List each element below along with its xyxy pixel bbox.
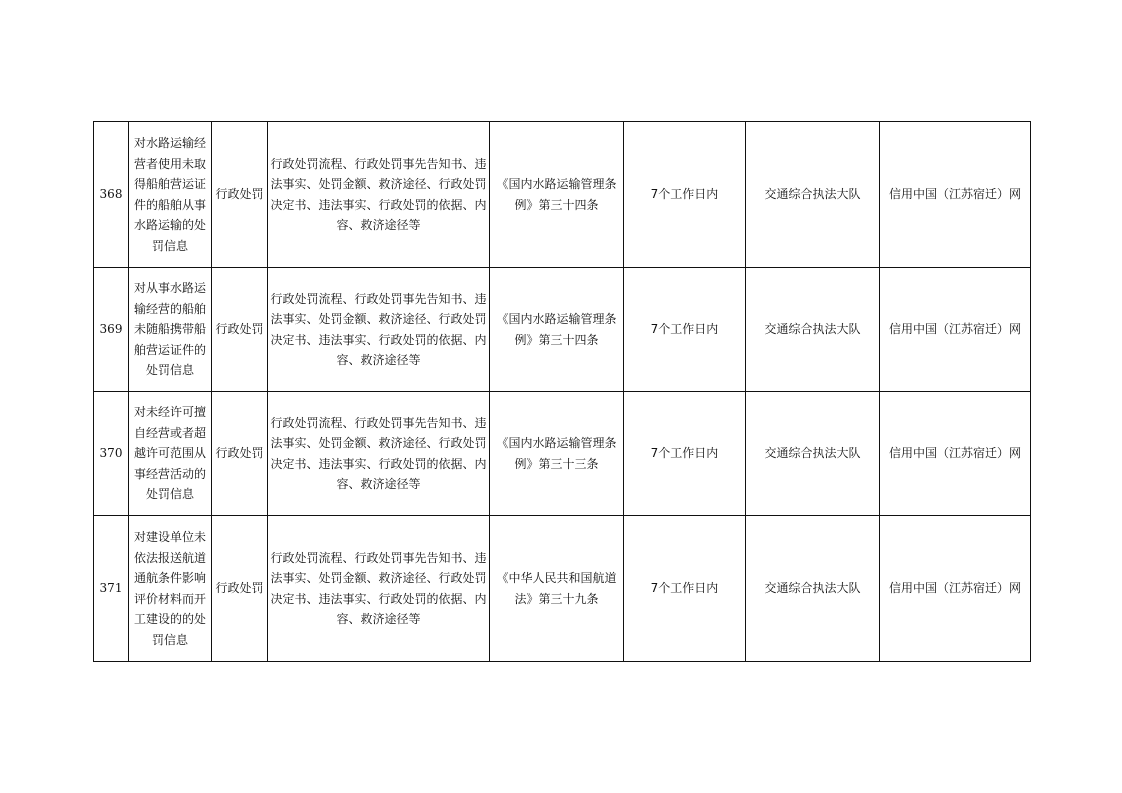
table-row — [94, 122, 1031, 268]
table-row — [94, 516, 1031, 662]
legal-basis: 《国内水路运输管理条例》第三十三条 — [490, 392, 624, 516]
legal-basis: 《中华人民共和国航道法》第三十九条 — [490, 516, 624, 662]
disclosure-period: 7个工作日内 — [624, 268, 746, 392]
disclosure-table — [93, 121, 1031, 662]
item-category: 行政处罚 — [212, 392, 268, 516]
disclosure-channel: 信用中国（江苏宿迁）网 — [880, 268, 1031, 392]
table-row — [94, 392, 1031, 516]
item-category: 行政处罚 — [212, 122, 268, 268]
row-number: 369 — [94, 268, 129, 392]
disclosure-content: 行政处罚流程、行政处罚事先告知书、违法事实、处罚金额、救济途径、行政处罚决定书、违法事实、行政处罚的依据、内容、救济途径等 — [268, 122, 490, 268]
legal-basis: 《国内水路运输管理条例》第三十四条 — [490, 268, 624, 392]
table-row — [94, 268, 1031, 392]
item-name: 对从事水路运输经营的船舶未随船携带船舶营运证件的处罚信息 — [129, 268, 212, 392]
item-category: 行政处罚 — [212, 516, 268, 662]
disclosure-channel: 信用中国（江苏宿迁）网 — [880, 392, 1031, 516]
disclosure-content: 行政处罚流程、行政处罚事先告知书、违法事实、处罚金额、救济途径、行政处罚决定书、违法事实、行政处罚的依据、内容、救济途径等 — [268, 268, 490, 392]
row-number: 371 — [94, 516, 129, 662]
disclosure-period: 7个工作日内 — [624, 122, 746, 268]
responsible-agency: 交通综合执法大队 — [746, 122, 880, 268]
legal-basis: 《国内水路运输管理条例》第三十四条 — [490, 122, 624, 268]
responsible-agency: 交通综合执法大队 — [746, 392, 880, 516]
disclosure-period: 7个工作日内 — [624, 392, 746, 516]
responsible-agency: 交通综合执法大队 — [746, 516, 880, 662]
item-name: 对未经许可擅自经营或者超越许可范围从事经营活动的处罚信息 — [129, 392, 212, 516]
item-name: 对水路运输经营者使用未取得船舶营运证件的船舶从事水路运输的处罚信息 — [129, 122, 212, 268]
row-number: 370 — [94, 392, 129, 516]
disclosure-channel: 信用中国（江苏宿迁）网 — [880, 516, 1031, 662]
responsible-agency: 交通综合执法大队 — [746, 268, 880, 392]
disclosure-content: 行政处罚流程、行政处罚事先告知书、违法事实、处罚金额、救济途径、行政处罚决定书、违法事实、行政处罚的依据、内容、救济途径等 — [268, 392, 490, 516]
table-body — [94, 122, 1031, 662]
item-category: 行政处罚 — [212, 268, 268, 392]
item-name: 对建设单位未依法报送航道通航条件影响评价材料而开工建设的的处罚信息 — [129, 516, 212, 662]
disclosure-content: 行政处罚流程、行政处罚事先告知书、违法事实、处罚金额、救济途径、行政处罚决定书、违法事实、行政处罚的依据、内容、救济途径等 — [268, 516, 490, 662]
disclosure-period: 7个工作日内 — [624, 516, 746, 662]
row-number: 368 — [94, 122, 129, 268]
disclosure-channel: 信用中国（江苏宿迁）网 — [880, 122, 1031, 268]
